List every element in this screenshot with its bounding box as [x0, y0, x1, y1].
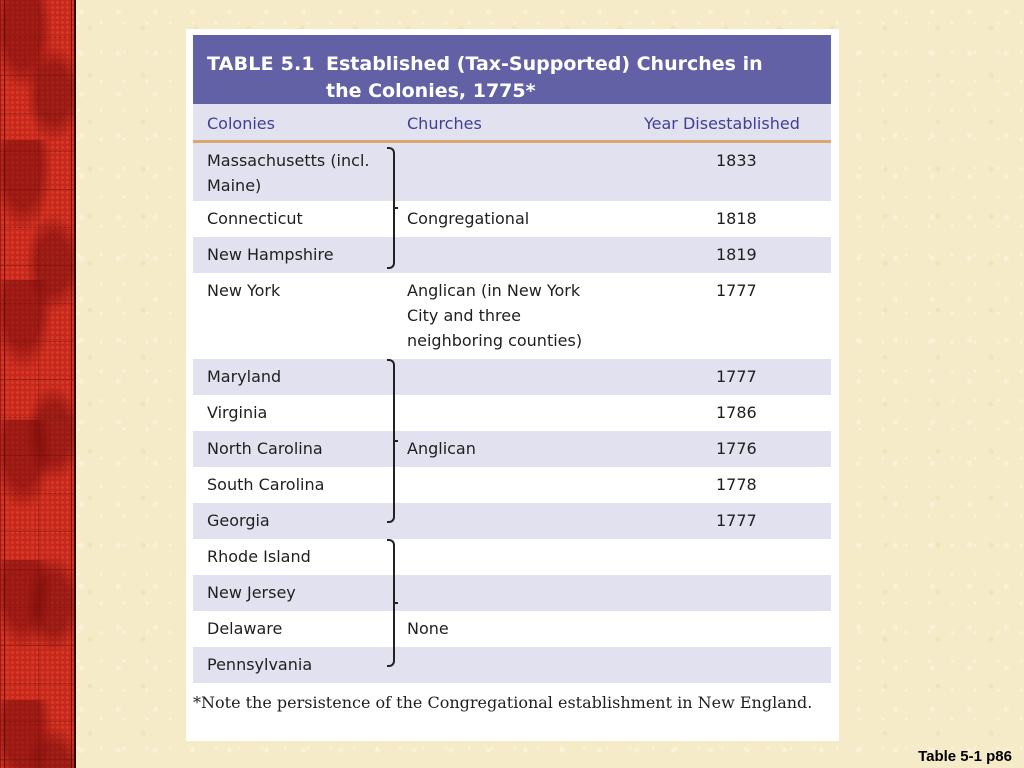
column-header-year: Year Disestablished [644, 114, 800, 133]
colony-cell: Virginia [207, 403, 268, 422]
year-cell: 1778 [716, 475, 757, 494]
church-cell: Congregational [407, 209, 530, 228]
colony-cell: New York [207, 281, 281, 300]
year-cell: 1777 [716, 367, 757, 386]
table-body [193, 143, 831, 683]
table-row [193, 575, 831, 611]
colony-cell: Georgia [207, 511, 270, 530]
colony-cell: Pennsylvania [207, 655, 313, 674]
colony-cell: Delaware [207, 619, 283, 638]
year-cell: 1777 [716, 281, 757, 300]
grouping-brace-point [393, 207, 398, 209]
colony-cell: Massachusetts (incl. Maine) [207, 151, 370, 195]
year-cell: 1777 [716, 511, 757, 530]
table-row [193, 539, 831, 575]
decorative-side-strip [0, 0, 76, 768]
table-card [186, 29, 839, 741]
year-cell: 1776 [716, 439, 757, 458]
colony-cell: New Hampshire [207, 245, 334, 264]
table-title: Established (Tax-Supported) Churches in the Colonies, 1775* [326, 53, 763, 102]
church-cell: Anglican (in New York City and three neighboring counties) [407, 281, 583, 350]
colony-cell: Rhode Island [207, 547, 311, 566]
colony-cell: North Carolina [207, 439, 323, 458]
table-row [193, 273, 831, 359]
table-number: TABLE 5.1 [207, 53, 315, 75]
table-footnote: *Note the persistence of the Congregational establishment in New England. [193, 693, 813, 712]
church-cell: None [407, 619, 449, 638]
table-row [193, 359, 831, 395]
table-row [193, 143, 831, 201]
table-row [193, 467, 831, 503]
table-row [193, 611, 831, 647]
colony-cell: New Jersey [207, 583, 296, 602]
column-header-churches: Churches [407, 114, 482, 133]
table-row [193, 647, 831, 683]
table-row [193, 237, 831, 273]
year-cell: 1819 [716, 245, 757, 264]
table-row [193, 431, 831, 467]
year-cell: 1786 [716, 403, 757, 422]
slide-caption: Table 5-1 p86 [918, 748, 1012, 765]
grouping-brace-point [393, 602, 398, 604]
colony-cell: Connecticut [207, 209, 303, 228]
colony-cell: South Carolina [207, 475, 325, 494]
year-cell: 1833 [716, 151, 757, 170]
table-title-bar [193, 35, 831, 104]
column-header-row [193, 104, 831, 143]
grouping-brace-point [393, 440, 398, 442]
colony-cell: Maryland [207, 367, 282, 386]
table-row [193, 201, 831, 237]
church-cell: Anglican [407, 439, 476, 458]
year-cell: 1818 [716, 209, 757, 228]
column-header-colonies: Colonies [207, 114, 275, 133]
table-row [193, 503, 831, 539]
table-row [193, 395, 831, 431]
